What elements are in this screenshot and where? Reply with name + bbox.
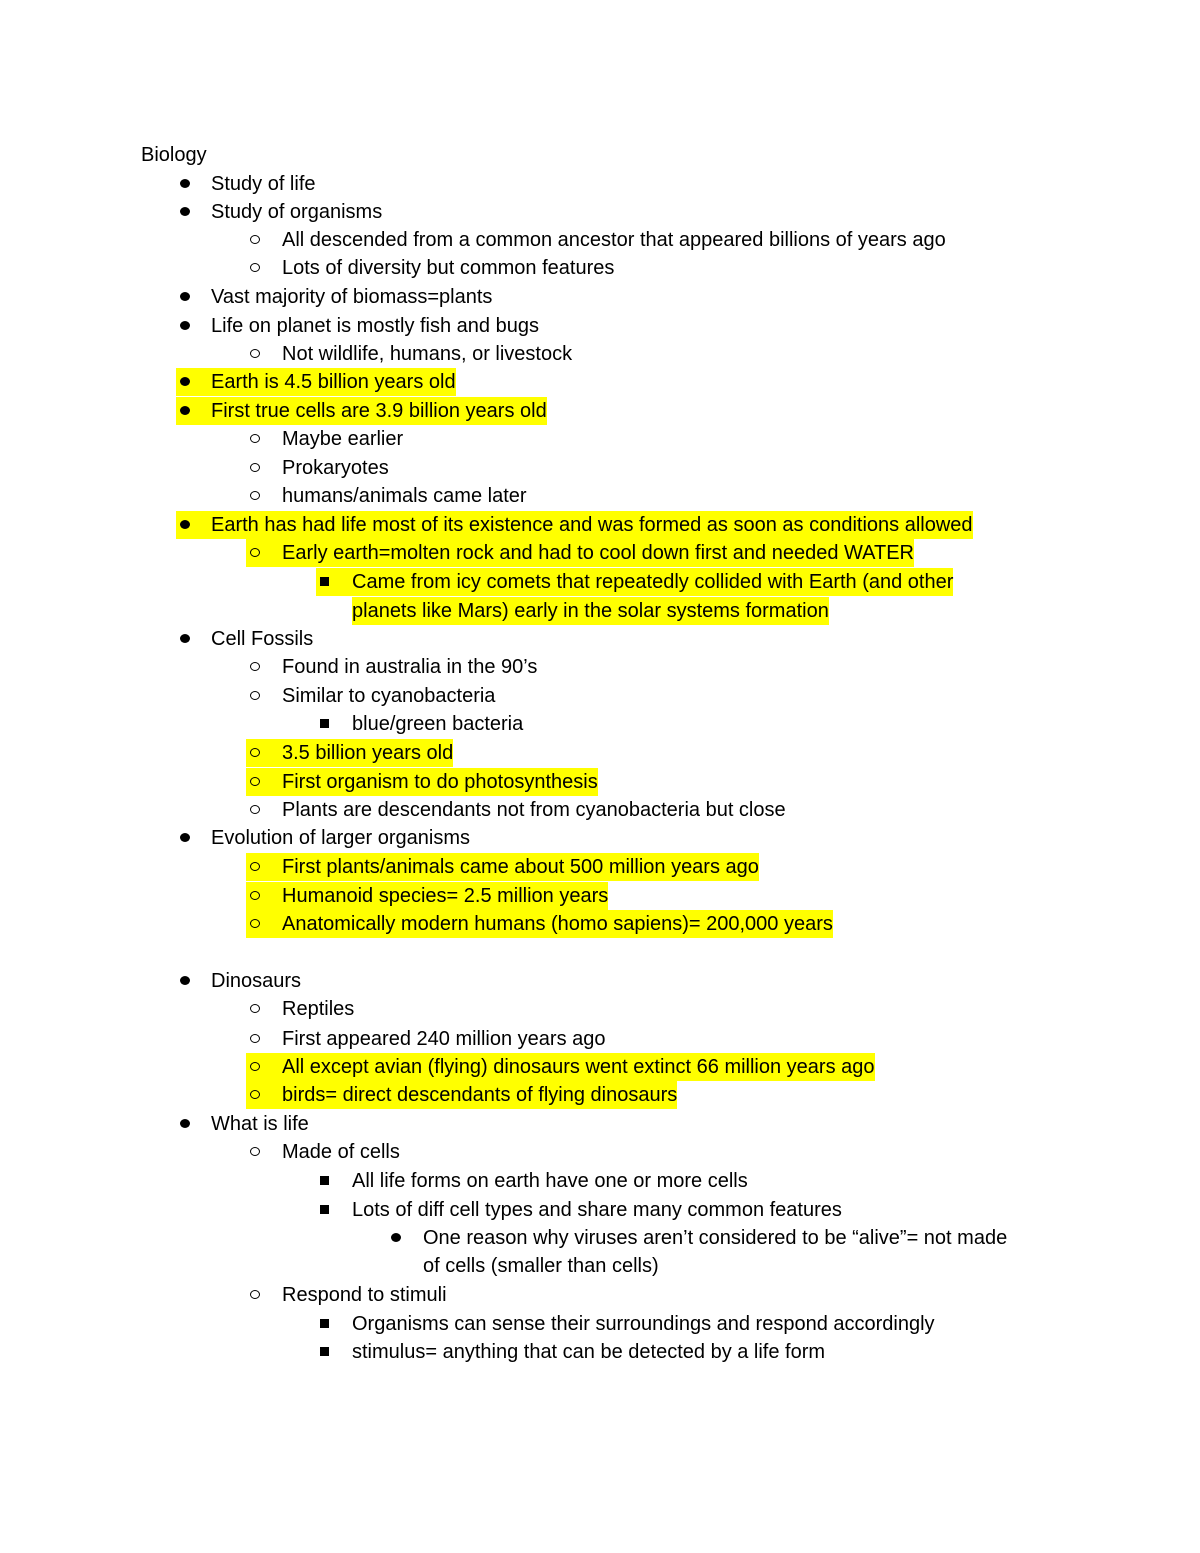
bullet-circle-icon: [246, 425, 282, 453]
bullet-square-icon: [316, 1196, 352, 1224]
bullet-circle-icon: [246, 995, 282, 1023]
list-item-text: One reason why viruses aren’t considered to be “alive”= not made: [423, 1227, 1008, 1249]
list-item-text: First appeared 240 million years ago: [282, 1028, 606, 1050]
bullet-circle-icon: [246, 254, 282, 282]
list-item: [0, 682, 1200, 710]
list-item: [0, 1281, 1200, 1309]
list-item: [0, 710, 1200, 738]
list-item-text: Maybe earlier: [282, 428, 404, 450]
bullet-disc-icon: [176, 511, 211, 539]
list-item: [0, 1025, 1200, 1053]
list-item: [0, 882, 1200, 910]
list-item-text: of cells (smaller than cells): [423, 1255, 659, 1277]
bullet-circle-icon: [246, 1138, 282, 1166]
list-item: [0, 368, 1200, 396]
bullet-circle-icon: [246, 653, 282, 681]
list-item-text: Reptiles: [282, 998, 355, 1020]
bullet-circle-icon: [246, 853, 282, 881]
list-item: [0, 1081, 1200, 1109]
list-item: [0, 511, 1200, 539]
list-item-text: planets like Mars) early in the solar systems formation: [352, 597, 829, 625]
bullet-circle-icon: [246, 482, 282, 510]
list-item-text: Earth is 4.5 billion years old: [211, 368, 456, 396]
list-item-text: What is life: [211, 1113, 309, 1135]
bullet-disc-icon: [176, 170, 211, 198]
list-item-text: All life forms on earth have one or more cells: [352, 1170, 748, 1192]
list-item: [0, 312, 1200, 340]
list-item-text: Study of life: [211, 173, 316, 195]
list-item-text: Lots of diversity but common features: [282, 257, 615, 279]
list-item: [0, 454, 1200, 482]
bullet-square-icon: [316, 1310, 352, 1338]
list-item: [0, 796, 1200, 824]
bullet-circle-icon: [246, 739, 282, 767]
list-item: [0, 1110, 1200, 1138]
list-item-text: stimulus= anything that can be detected by a life form: [352, 1341, 826, 1363]
list-item-text: blue/green bacteria: [352, 713, 524, 735]
list-item: [0, 995, 1200, 1023]
bullet-square-icon: [316, 1338, 352, 1366]
bullet-square-icon: [316, 1167, 352, 1195]
list-item: [0, 768, 1200, 796]
list-item-text: Not wildlife, humans, or livestock: [282, 343, 573, 365]
list-item: [0, 482, 1200, 510]
bullet-disc-icon: [176, 397, 211, 425]
list-item-text: Came from icy comets that repeatedly collided with Earth (and other: [352, 568, 953, 596]
list-item: [0, 568, 1200, 596]
bullet-square-icon: [316, 710, 352, 738]
bullet-circle-icon: [246, 796, 282, 824]
list-item: [0, 1196, 1200, 1224]
list-item-text: Earth has had life most of its existence and was formed as soon as conditions allowed: [211, 511, 973, 539]
list-item: [0, 1252, 1200, 1280]
list-item-text: First plants/animals came about 500 million years ago: [282, 853, 759, 881]
list-item-text: humans/animals came later: [282, 485, 527, 507]
list-item: [0, 653, 1200, 681]
bullet-disc-icon: [176, 967, 211, 995]
bullet-circle-icon: [246, 910, 282, 938]
list-item-text: Dinosaurs: [211, 970, 302, 992]
document-title: Biology: [141, 144, 207, 166]
list-item: [0, 397, 1200, 425]
bullet-circle-icon: [246, 682, 282, 710]
list-item-text: Similar to cyanobacteria: [282, 685, 496, 707]
bullet-disc-icon: [387, 1224, 423, 1252]
list-item-text: Study of organisms: [211, 201, 383, 223]
bullet-circle-icon: [246, 1281, 282, 1309]
bullet-disc-icon: [176, 625, 211, 653]
list-item: [0, 1167, 1200, 1195]
bullet-circle-icon: [246, 768, 282, 796]
list-item-text: Anatomically modern humans (homo sapiens)= 200,000 years: [282, 910, 833, 938]
bullet-circle-icon: [246, 1025, 282, 1053]
list-item-text: Humanoid species= 2.5 million years: [282, 882, 608, 910]
list-item-text: All descended from a common ancestor that appeared billions of years ago: [282, 229, 946, 251]
list-item: [0, 254, 1200, 282]
list-item: [0, 226, 1200, 254]
bullet-disc-icon: [176, 198, 211, 226]
list-item: [0, 1138, 1200, 1166]
bullet-circle-icon: [246, 882, 282, 910]
bullet-circle-icon: [246, 539, 282, 567]
list-item-text: Cell Fossils: [211, 628, 314, 650]
list-item: [0, 170, 1200, 198]
list-item: [0, 425, 1200, 453]
list-item: [0, 539, 1200, 567]
list-item: [0, 824, 1200, 852]
bullet-circle-icon: [246, 1053, 282, 1081]
list-item-text: Respond to stimuli: [282, 1284, 447, 1306]
bullet-circle-icon: [246, 454, 282, 482]
bullet-circle-icon: [246, 1081, 282, 1109]
list-item: [0, 198, 1200, 226]
list-item-text: Evolution of larger organisms: [211, 827, 471, 849]
bullet-disc-icon: [176, 1110, 211, 1138]
list-item: [0, 1224, 1200, 1252]
bullet-disc-icon: [176, 824, 211, 852]
bullet-disc-icon: [176, 368, 211, 396]
bullet-circle-icon: [246, 226, 282, 254]
list-item: [0, 1310, 1200, 1338]
list-item: [0, 283, 1200, 311]
list-item-text: First organism to do photosynthesis: [282, 768, 598, 796]
bullet-disc-icon: [176, 283, 211, 311]
list-item: [0, 597, 1200, 625]
list-item: [0, 967, 1200, 995]
list-item-text: First true cells are 3.9 billion years old: [211, 397, 547, 425]
list-item: [0, 739, 1200, 767]
list-item-text: birds= direct descendants of flying dinosaurs: [282, 1081, 677, 1109]
list-item-text: Plants are descendants not from cyanobacteria but close: [282, 799, 786, 821]
bullet-square-icon: [316, 568, 352, 596]
list-item: [0, 853, 1200, 881]
bullet-circle-icon: [246, 340, 282, 368]
list-item: [0, 910, 1200, 938]
list-item: [0, 1053, 1200, 1081]
list-item: [0, 340, 1200, 368]
list-item-text: Early earth=molten rock and had to cool down first and needed WATER: [282, 539, 914, 567]
list-item-text: Life on planet is mostly fish and bugs: [211, 315, 539, 337]
list-item-text: Prokaryotes: [282, 457, 389, 479]
list-item-text: Vast majority of biomass=plants: [211, 286, 493, 308]
list-item: [0, 1338, 1200, 1366]
list-item: [0, 625, 1200, 653]
list-item-text: Made of cells: [282, 1141, 400, 1163]
list-item-text: Lots of diff cell types and share many common features: [352, 1199, 842, 1221]
list-item-text: Organisms can sense their surroundings and respond accordingly: [352, 1313, 935, 1335]
list-item-text: All except avian (flying) dinosaurs went extinct 66 million years ago: [282, 1053, 875, 1081]
list-item-text: Found in australia in the 90’s: [282, 656, 538, 678]
bullet-disc-icon: [176, 312, 211, 340]
list-item-text: 3.5 billion years old: [282, 739, 453, 767]
